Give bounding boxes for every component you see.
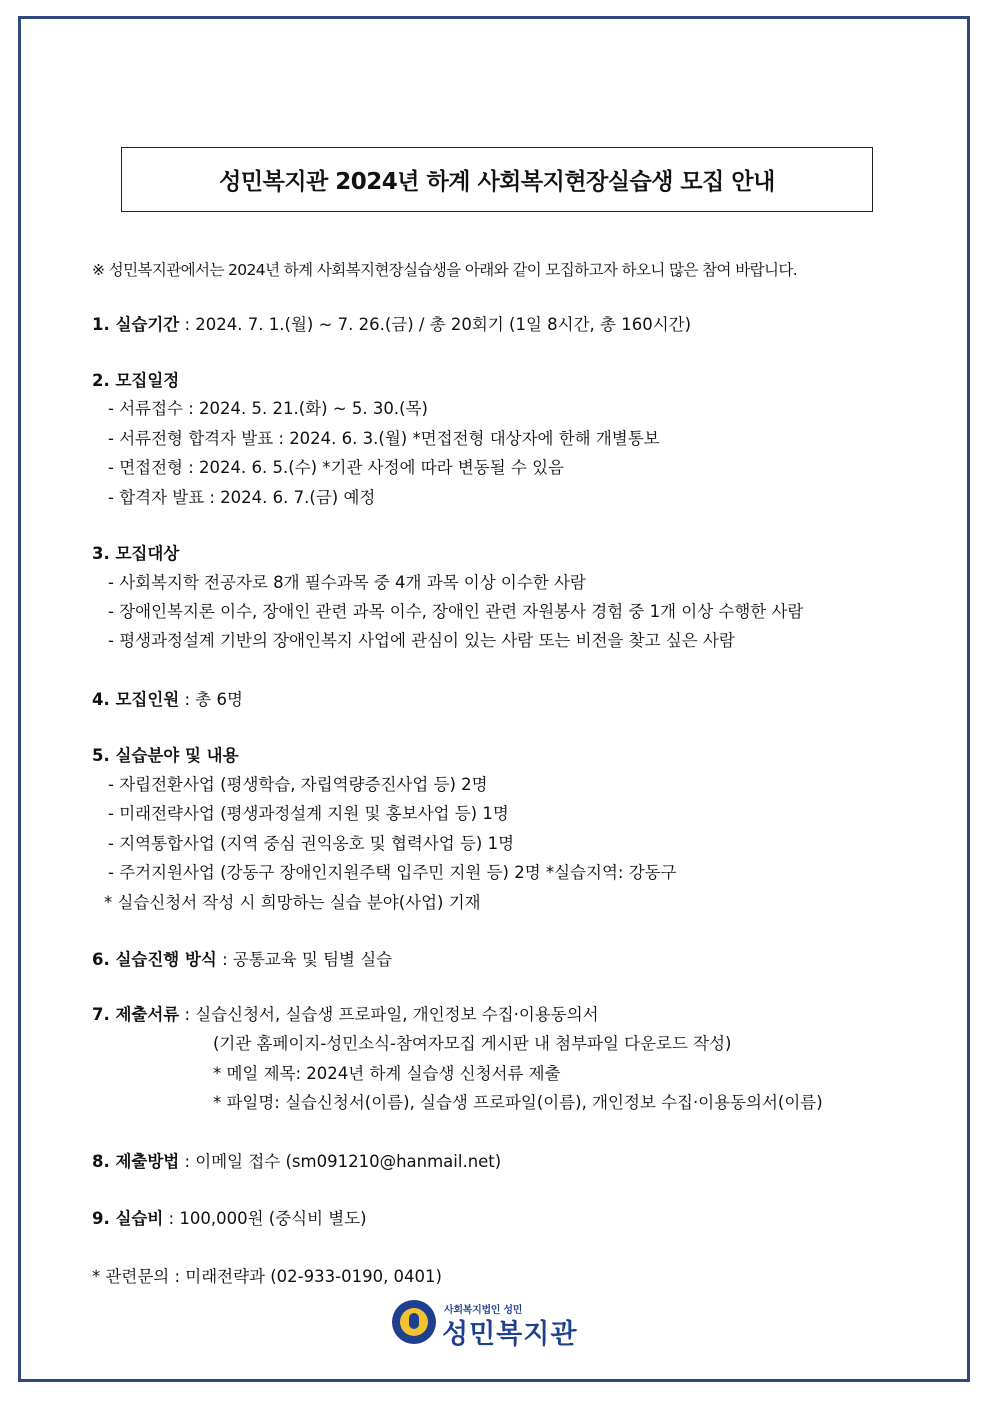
- section-2-item: - 합격자 발표 : 2024. 6. 7.(금) 예정: [108, 488, 376, 507]
- section-6-heading: 6. 실습진행 방식: [92, 950, 217, 969]
- section-2-item: - 면접전형 : 2024. 6. 5.(수) *기관 사정에 따라 변동될 수 있음: [108, 458, 564, 477]
- page-title: 성민복지관 2024년 하계 사회복지현장실습생 모집 안내: [219, 169, 775, 195]
- section-3-heading: 3. 모집대상: [92, 544, 180, 563]
- logo-emblem-icon: [392, 1300, 436, 1344]
- section-4-heading: 4. 모집인원: [92, 690, 180, 709]
- section-7-line: * 메일 제목: 2024년 하계 실습생 신청서류 제출: [213, 1064, 561, 1083]
- section-3-item: - 사회복지학 전공자로 8개 필수과목 중 4개 과목 이상 이수한 사람: [108, 573, 586, 592]
- section-3-item: - 장애인복지론 이수, 장애인 관련 과목 이수, 장애인 관련 자원봉사 경험 중 1개 이상 수행한 사람: [108, 602, 804, 621]
- logo-subtitle: 사회복지법인 성민: [444, 1305, 523, 1316]
- logo-name: 성민복지관: [442, 1319, 578, 1350]
- title-box: [121, 147, 873, 212]
- section-3-item: - 평생과정설계 기반의 장애인복지 사업에 관심이 있는 사람 또는 비전을 찾고 싶은 사람: [108, 631, 735, 650]
- section-8: [92, 1151, 501, 1173]
- section-7: [92, 1004, 599, 1026]
- section-4-text: : 총 6명: [179, 690, 243, 709]
- section-2-item: - 서류접수 : 2024. 5. 21.(화) ~ 5. 30.(목): [108, 399, 428, 418]
- contact-info: * 관련문의 : 미래전략과 (02-933-0190, 0401): [92, 1267, 442, 1286]
- section-7-text: : 실습신청서, 실습생 프로파일, 개인정보 수집·이용동의서: [179, 1005, 599, 1024]
- section-2-item: - 서류전형 합격자 발표 : 2024. 6. 3.(월) *면접전형 대상자에 한해 개별통보: [108, 429, 660, 448]
- section-7-line: (기관 홈페이지-성민소식-참여자모집 게시판 내 첨부파일 다운로드 작성): [213, 1034, 732, 1053]
- section-9: [92, 1208, 367, 1230]
- section-1-heading: 1. 실습기간: [92, 315, 180, 334]
- section-7-heading: 7. 제출서류: [92, 1005, 180, 1024]
- section-6-text: : 공통교육 및 팀별 실습: [216, 950, 393, 969]
- section-4: [92, 689, 243, 711]
- section-6: [92, 949, 392, 971]
- section-1: [92, 314, 691, 336]
- section-9-text: : 100,000원 (중식비 별도): [163, 1209, 367, 1228]
- section-9-heading: 9. 실습비: [92, 1209, 164, 1228]
- section-5-item: - 자립전환사업 (평생학습, 자립역량증진사업 등) 2명: [108, 775, 488, 794]
- section-5-item: - 주거지원사업 (강동구 장애인지원주택 입주민 지원 등) 2명 *실습지역: 강동구: [108, 863, 677, 882]
- section-1-text: : 2024. 7. 1.(월) ~ 7. 26.(금) / 총 20회기 (1일 8시간, 총 160시간): [179, 315, 692, 334]
- section-5-heading: 5. 실습분야 및 내용: [92, 746, 239, 765]
- section-8-heading: 8. 제출방법: [92, 1152, 180, 1171]
- section-7-line: * 파일명: 실습신청서(이름), 실습생 프로파일(이름), 개인정보 수집·이용동의서(이름): [213, 1093, 823, 1112]
- section-2-heading: 2. 모집일정: [92, 371, 180, 390]
- org-logo: [392, 1298, 604, 1348]
- section-8-text: : 이메일 접수 (sm091210@hanmail.net): [179, 1152, 502, 1171]
- section-5-item: - 지역통합사업 (지역 중심 권익옹호 및 협력사업 등) 1명: [108, 834, 515, 853]
- section-5-note: * 실습신청서 작성 시 희망하는 실습 분야(사업) 기재: [104, 893, 481, 912]
- notice-text: ※ 성민복지관에서는 2024년 하계 사회복지현장실습생을 아래와 같이 모집하고자 하오니 많은 참여 바랍니다.: [92, 261, 798, 279]
- section-5-item: - 미래전략사업 (평생과정설계 지원 및 홍보사업 등) 1명: [108, 804, 509, 823]
